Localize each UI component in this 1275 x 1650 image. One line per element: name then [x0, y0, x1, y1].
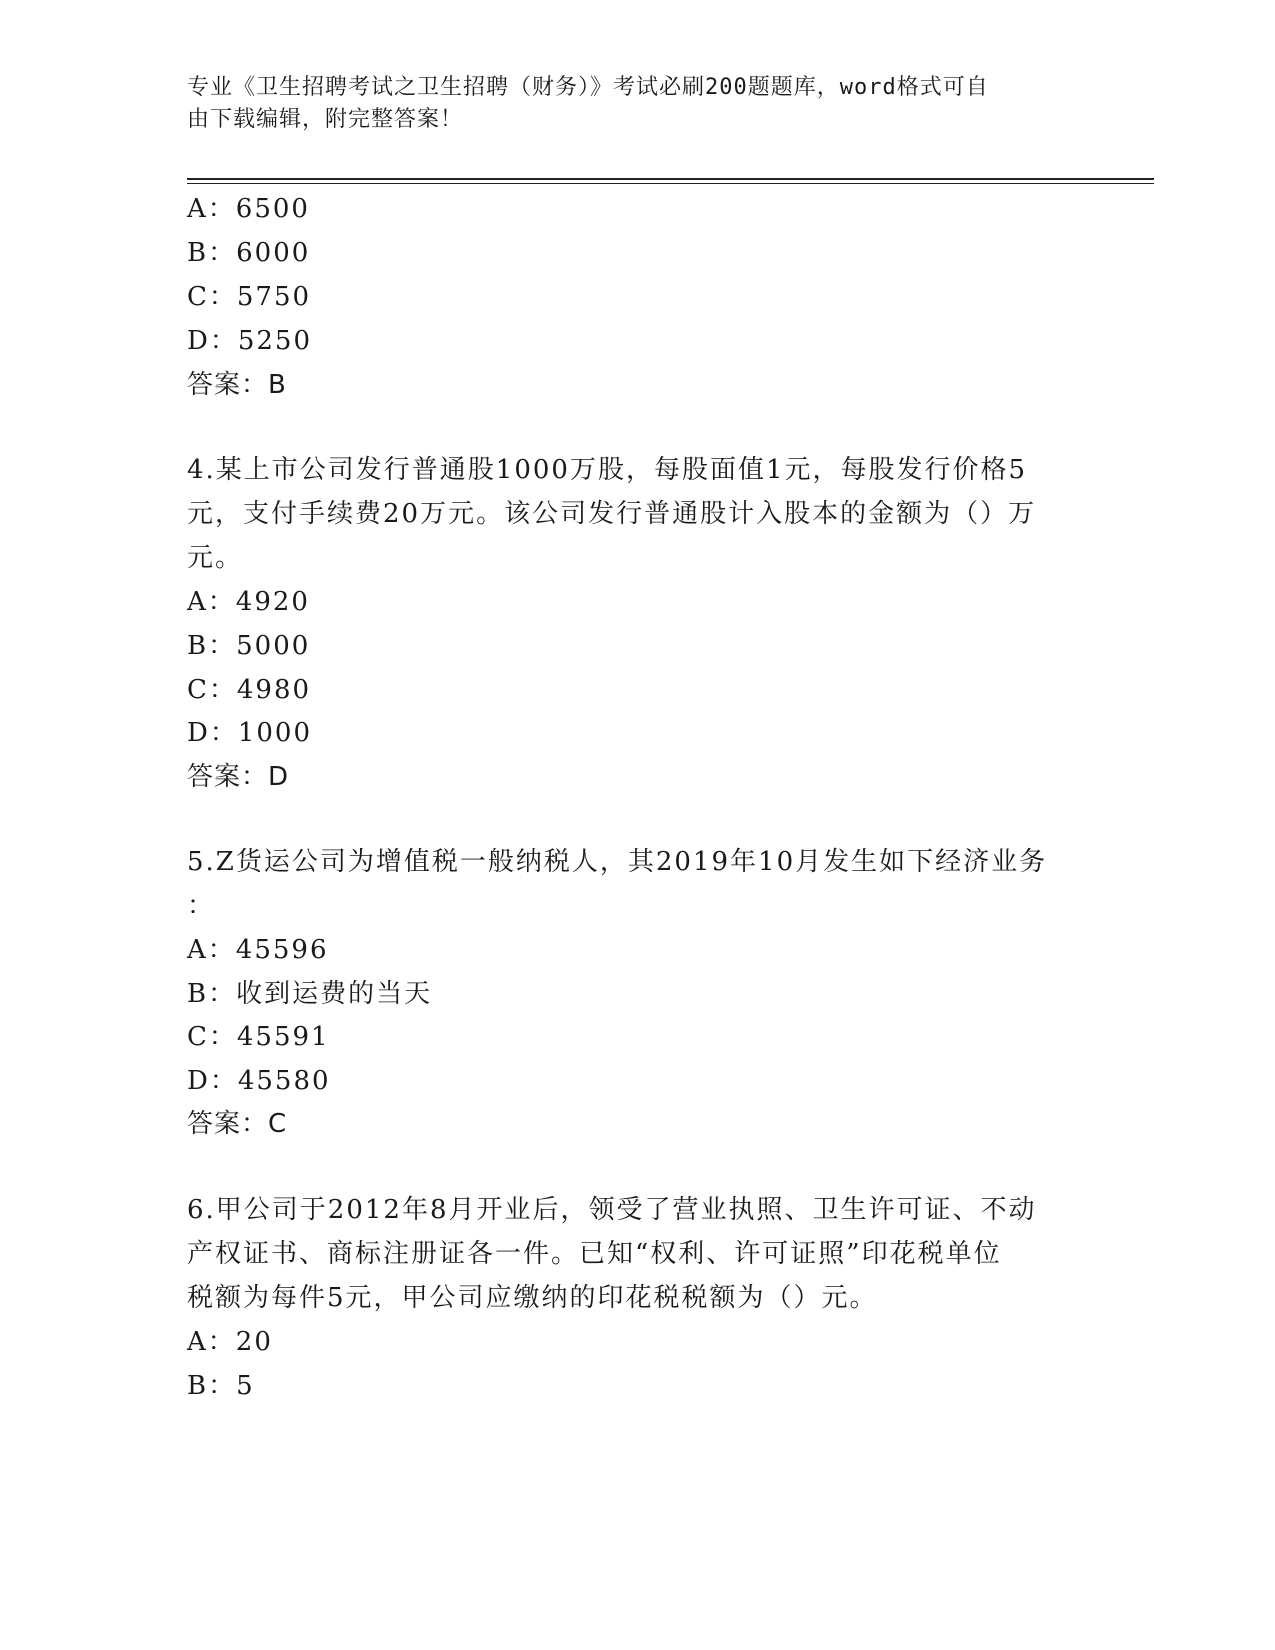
q6-stem-line-2: 产权证书、商标注册证各一件。已知“权利、许可证照”印花税单位 — [187, 1239, 1002, 1269]
q5-stem-line-2: ： — [187, 891, 216, 921]
q5-option-c: C：45591 — [187, 1022, 330, 1052]
q3-option-c: C：5750 — [187, 282, 312, 312]
q4-option-d: D：1000 — [187, 718, 313, 748]
q3-option-d: D：5250 — [187, 326, 313, 356]
q5-option-d: D：45580 — [187, 1066, 331, 1096]
q5-option-b: B：收到运费的当天 — [187, 979, 433, 1009]
q4-option-b: B：5000 — [187, 631, 311, 661]
q3-option-a: A：6500 — [187, 194, 310, 224]
q6-stem-line-1: 6.甲公司于2012年8月开业后，领受了营业执照、卫生许可证、不动 — [187, 1195, 1037, 1225]
q6-option-b: B：5 — [187, 1371, 255, 1401]
q5-option-a: A：45596 — [187, 935, 329, 965]
q5-answer: 答案：C — [187, 1109, 288, 1139]
q4-option-a: A：4920 — [187, 587, 310, 617]
document-header — [187, 72, 1087, 136]
q6-stem-line-3: 税额为每件5元，甲公司应缴纳的印花税税额为（）元。 — [187, 1283, 878, 1313]
q4-stem-line-1: 4.某上市公司发行普通股1000万股，每股面值1元，每股发行价格5 — [187, 455, 1028, 485]
header-line-1: 专业《卫生招聘考试之卫生招聘（财务）》考试必刷200题题库，word格式可自 — [187, 75, 989, 100]
header-line-2: 由下载编辑，附完整答案！ — [187, 107, 464, 132]
q4-option-c: C：4980 — [187, 675, 312, 705]
q4-answer: 答案：D — [187, 762, 290, 792]
q4-stem-line-3: 元。 — [187, 543, 244, 573]
q4-stem-line-2: 元，支付手续费20万元。该公司发行普通股计入股本的金额为（）万 — [187, 499, 1037, 529]
header-divider-thin — [187, 183, 1154, 184]
q6-option-a: A：20 — [187, 1327, 273, 1357]
header-divider-thick — [187, 178, 1154, 180]
q3-answer: 答案：B — [187, 370, 287, 400]
q5-stem-line-1: 5.Z货运公司为增值税一般纳税人，其2019年10月发生如下经济业务 — [187, 847, 1048, 877]
q3-option-b: B：6000 — [187, 238, 311, 268]
